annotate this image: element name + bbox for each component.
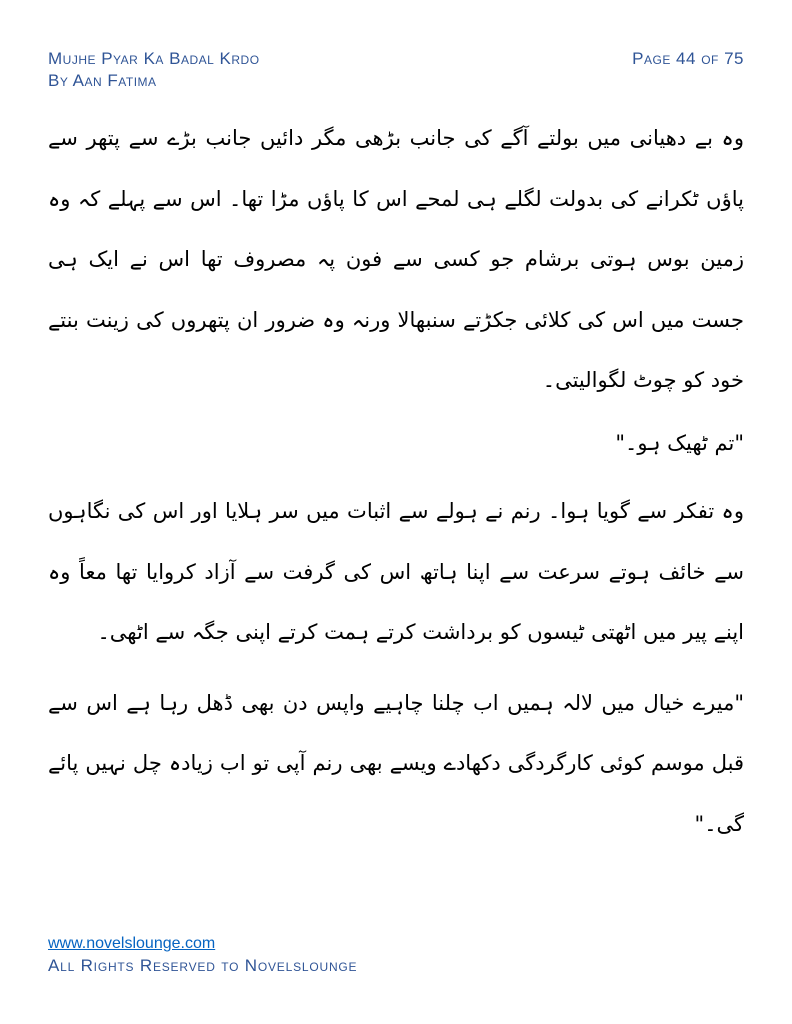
document-header-left — [48, 48, 260, 92]
paragraph-4-dialogue: "میرے خیال میں لالہ ہمیں اب چلنا چاہیے واپس دن بھی ڈھل رہا ہے اس سے قبل موسم کوئی کارگردگی دکھادے ویسے بھی رنم آپی تو اب زیادہ چل نہیں پائے گی۔" — [48, 690, 744, 836]
novel-author: By Aan Fatima — [48, 71, 157, 90]
document-footer — [48, 934, 357, 978]
copyright-notice: All Rights Reserved to Novelslounge — [48, 956, 358, 975]
paragraph-2-dialogue: "تم ٹھیک ہو۔" — [615, 430, 744, 455]
paragraph-1: وہ بے دھیانی میں بولتے آگے کی جانب بڑھی مگر دائیں جانب بڑے سے پتھر سے پاؤں ٹکرانے کی بدولت لگلے ہی لمحے اس کا پاؤں مڑا تھا۔ اس سے پہلے کہ وہ زمین بوس ہوتی برشام جو کسی سے فون پہ مصروف تھا اس نے ایک ہی جست میں اس کی کلائی جکڑتے سنبھالا ورنہ وہ ضرور ان پتھروں کی زینت بنتے خود کو چوٹ لگوالیتی۔ — [48, 126, 744, 392]
paragraph-3: وہ تفکر سے گویا ہوا۔ رنم نے ہولے سے اثبات میں سر ہلایا اور اس کی نگاہوں سے خائف ہوتے سرعت سے اپنا ہاتھ اس کی گرفت سے آزاد کروایا تھا معاً وہ اپنے پیر میں اٹھتی ٹیسوں کو برداشت کرتے ہمت کرتے اپنی جگہ سے اٹھی۔ — [48, 499, 744, 644]
document-body — [48, 108, 744, 854]
page-number: Page 44 of 75 — [632, 49, 744, 68]
novel-title: Mujhe Pyar Ka Badal Krdo — [48, 49, 260, 68]
website-link[interactable]: www.novelslounge.com — [48, 935, 216, 952]
